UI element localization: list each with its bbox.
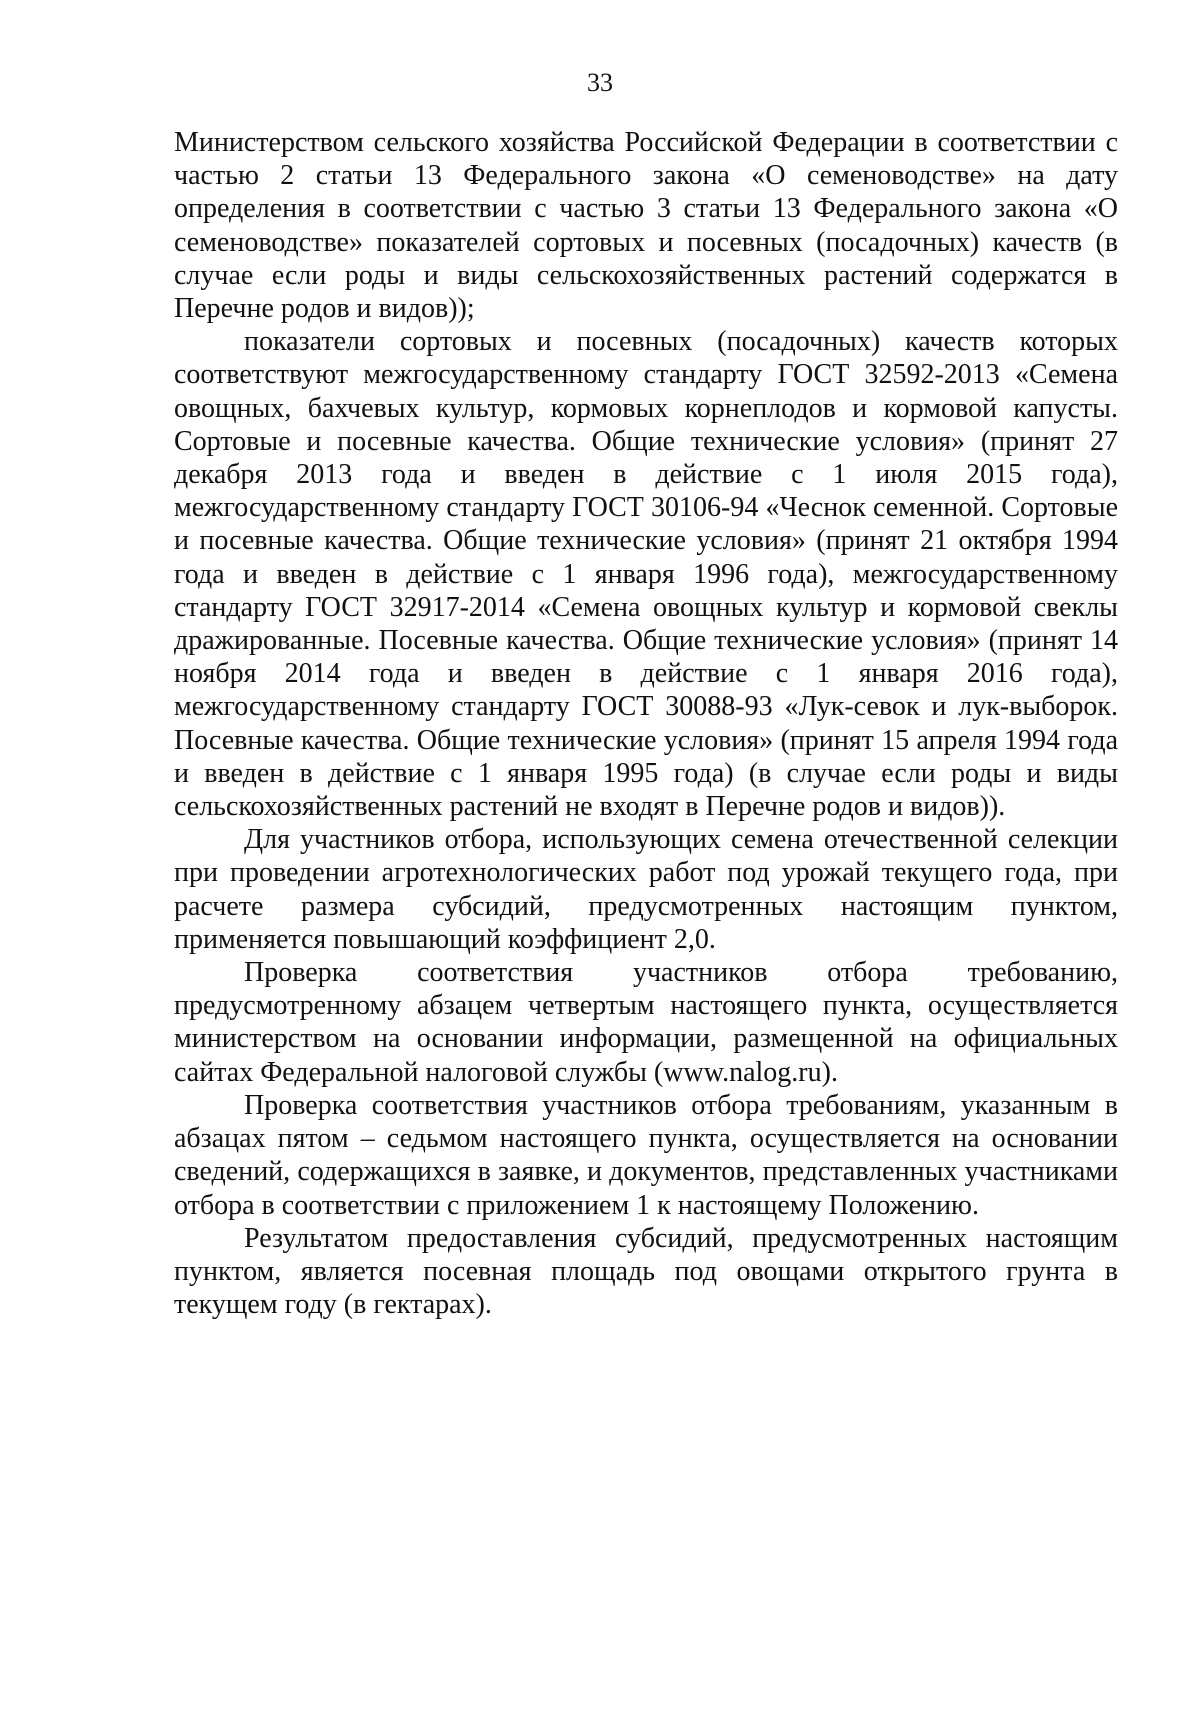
paragraph-continuation: Министерством сельского хозяйства Российской Федерации в соответствии с частью 2 статьи 13 Федерального закона «О семеноводстве» на дату определения в соответствии с частью 3 статьи 13 Федерального закона «О семеноводстве» показателей сортовых и посевных (посадочных) качеств (в случае если роды и виды сельскохозяйственных растений содержатся в Перечне родов и видов)); <box>174 127 1118 325</box>
document-body <box>174 126 1118 1321</box>
page-number: 33 <box>587 68 613 97</box>
paragraph-coefficient: Для участников отбора, использующих семена отечественной селекции при проведении агротехнологических работ под урожай текущего года, при расчете размера субсидий, предусмотренных настоящим пунктом, применяется повышающий коэффициент 2,0. <box>174 824 1118 955</box>
paragraph-tax-check: Проверка соответствия участников отбора требованию, предусмотренному абзацем четвертым настоящего пункта, осуществляется министерством на основании информации, размещенной на официальных сайтах Федеральной налоговой службы (www.nalog.ru). <box>174 957 1118 1088</box>
paragraph-gost-standards: показатели сортовых и посевных (посадочных) качеств которых соответствуют межгосударственному стандарту ГОСТ 32592-2013 «Семена овощных, бахчевых культур, кормовых корнеплодов и кормовой капусты. Сортовые и посевные качества. Общие технические условия» (принят 27 декабря 2013 года и введен в действие с 1 июля 2015 года), межгосударственному стандарту ГОСТ 30106-94 «Чеснок семенной. Сортовые и посевные качества. Общие технические условия» (принят 21 октября 1994 года и введен в действие с 1 января 1996 года), межгосударственному стандарту ГОСТ 32917-2014 «Семена овощных культур и кормовой свеклы дражированные. Посевные качества. Общие технические условия» (принят 14 ноября 2014 года и введен в действие с 1 января 2016 года), межгосударственному стандарту ГОСТ 30088-93 «Лук-севок и лук-выборок. Посевные качества. Общие технические условия» (принят 15 апреля 1994 года и введен в действие с 1 января 1995 года) (в случае если роды и виды сельскохозяйственных растений не входят в Перечне родов и видов)). <box>174 326 1118 823</box>
paragraph-result: Результатом предоставления субсидий, предусмотренных настоящим пунктом, является посевная площадь под овощами открытого грунта в текущем году (в гектарах). <box>174 1222 1118 1321</box>
paragraph-application-check: Проверка соответствия участников отбора требованиям, указанным в абзацах пятом – седьмом настоящего пункта, осуществляется на основании сведений, содержащихся в заявке, и документов, представленных участниками отбора в соответствии с приложением 1 к настоящему Положению. <box>174 1089 1118 1221</box>
